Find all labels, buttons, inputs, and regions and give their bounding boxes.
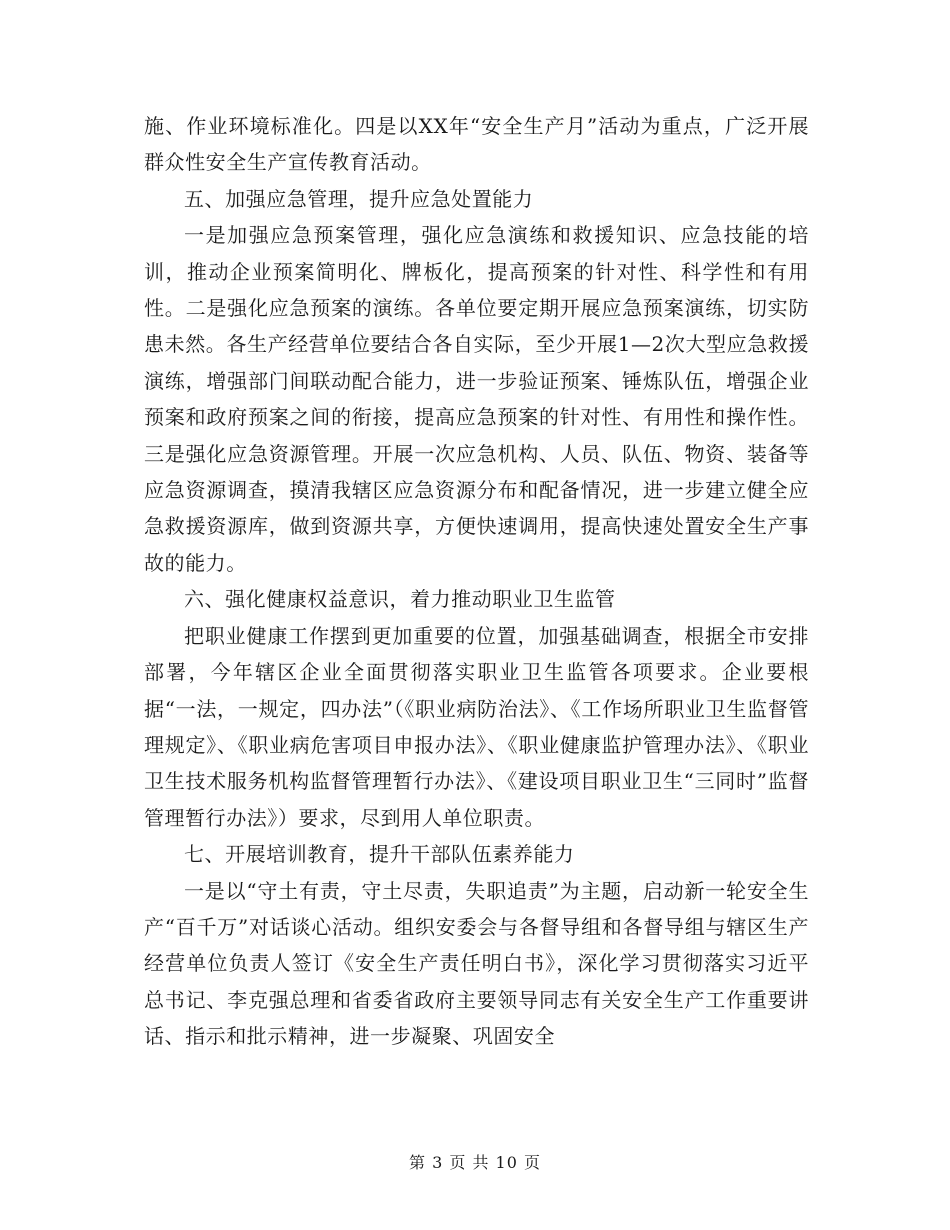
section-heading-5: 五、加强应急管理，提升应急处置能力	[184, 186, 534, 211]
section-heading-6: 六、强化健康权益意识，着力推动职业卫生监管	[184, 587, 616, 612]
paragraph-continuation: 施、作业环境标准化。四是以XX年“安全生产月”活动为重点，广泛开展群众性安全生产宣传教育活动。	[144, 114, 809, 175]
paragraph-occupational-health: 把职业健康工作摆到更加重要的位置，加强基础调查，根据全市安排部署，今年辖区企业全面贯彻落实职业卫生监管各项要求。企业要根据“一法，一规定，四办法”（《职业病防治法》、《工作场所职业卫生监督管理规定》、《职业病危害项目申报办法》、《职业健康监护管理办法》、《职业卫生技术服务机构监督管理暂行办法》、《建设项目职业卫生“三同时”监督管理暂行办法》）要求，尽到用人单位职责。	[144, 623, 809, 830]
page-number-footer: 第 3 页 共 10 页	[409, 1153, 541, 1172]
section-heading-7: 七、开展培训教育，提升干部队伍素养能力	[184, 842, 575, 867]
paragraph-emergency-management: 一是加强应急预案管理，强化应急演练和救援知识、应急技能的培训，推动企业预案简明化、牌板化，提高预案的针对性、科学性和有用性。二是强化应急预案的演练。各单位要定期开展应急预案演练，切实防患未然。各生产经营单位要结合各自实际，至少开展1—2次大型应急救援演练，增强部门间联动配合能力，进一步验证预案、锤炼队伍，增强企业预案和政府预案之间的衔接，提高应急预案的针对性、有用性和操作性。三是强化应急资源管理。开展一次应急机构、人员、队伍、物资、装备等应急资源调查，摸清我辖区应急资源分布和配备情况，进一步建立健全应急救援资源库，做到资源共享，方便快速调用，提高快速处置安全生产事故的能力。	[144, 223, 809, 575]
document-body	[144, 108, 809, 1055]
paragraph-training-education: 一是以“守土有责，守土尽责，失职追责”为主题，启动新一轮安全生产“百千万”对话谈心活动。组织安委会与各督导组和各督导组与辖区生产经营单位负责人签订《安全生产责任明白书》，深化学习贯彻落实习近平总书记、李克强总理和省委省政府主要领导同志有关安全生产工作重要讲话、指示和批示精神，进一步凝聚、巩固安全	[144, 878, 809, 1049]
